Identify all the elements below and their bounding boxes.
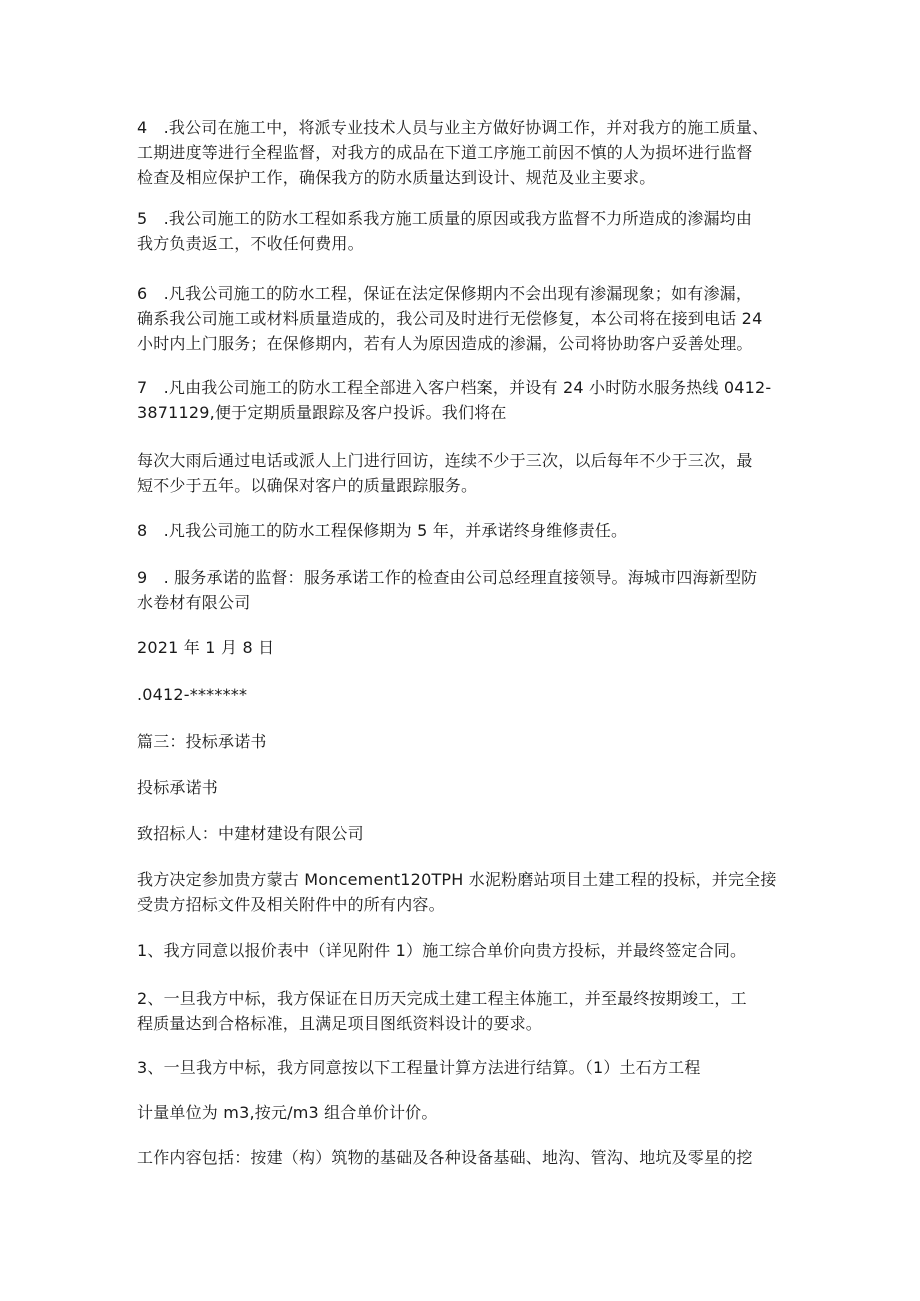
text-line: 8 .凡我公司施工的防水工程保修期为 5 年，并承诺终身维修责任。 bbox=[137, 521, 628, 540]
commitment-item-2 bbox=[137, 986, 797, 1036]
text-line: 9 . 服务承诺的监督：服务承诺工作的检查由公司总经理直接领导。海城市四海新型防 bbox=[137, 568, 758, 587]
text-line: 每次大雨后通过电话或派人上门进行回访，连续不少于三次，以后每年不少于三次，最 bbox=[137, 451, 753, 470]
text-line: 确系我公司施工或材料质量造成的，我公司及时进行无偿修复，本公司将在接到电话 24 bbox=[137, 309, 763, 328]
paragraph-item-6 bbox=[137, 281, 797, 356]
text-line: 水卷材有限公司 bbox=[137, 593, 251, 612]
intro-paragraph bbox=[137, 867, 797, 917]
text-line: 7 .凡由我公司施工的防水工程全部进入客户档案，并设有 24 小时防水服务热线 0412- bbox=[137, 378, 772, 397]
paragraph-item-9 bbox=[137, 565, 797, 615]
text-line: .0412-******* bbox=[137, 685, 248, 704]
text-line: 篇三：投标承诺书 bbox=[137, 732, 267, 751]
text-line: 1、我方同意以报价表中（详见附件 1）施工综合单价向贵方投标，并最终签定合同。 bbox=[137, 941, 747, 960]
text-line: 计量单位为 m3,按元/m3 组合单价计价。 bbox=[137, 1103, 438, 1122]
text-line: 短不少于五年。以确保对客户的质量跟踪服务。 bbox=[137, 476, 478, 495]
text-line: 我方决定参加贵方蒙古 Moncement120TPH 水泥粉磨站项目土建工程的投标，并完全接 bbox=[137, 870, 777, 889]
text-line: 5 .我公司施工的防水工程如系我方施工质量的原因或我方监督不力所造成的渗漏均由 bbox=[137, 209, 753, 228]
text-line: 工期进度等进行全程监督，对我方的成品在下道工序施工前因不慎的人为损坏进行监督 bbox=[137, 143, 753, 162]
paragraph-item-8 bbox=[137, 518, 797, 543]
paragraph-item-7-cont bbox=[137, 448, 797, 498]
section-heading bbox=[137, 729, 797, 754]
text-line: 程质量达到合格标准，且满足项目图纸资料设计的要求。 bbox=[137, 1014, 543, 1033]
measurement-unit-line bbox=[137, 1100, 797, 1125]
text-line: 工作内容包括：按建（构）筑物的基础及各种设备基础、地沟、管沟、地坑及零星的挖 bbox=[137, 1148, 753, 1167]
text-line: 受贵方招标文件及相关附件中的所有内容。 bbox=[137, 895, 445, 914]
paragraph-item-5 bbox=[137, 206, 797, 256]
phone-line bbox=[137, 682, 797, 707]
commitment-item-3 bbox=[137, 1055, 797, 1080]
text-line: 我方负责返工，不收任何费用。 bbox=[137, 234, 364, 253]
text-line: 4 .我公司在施工中，将派专业技术人员与业主方做好协调工作，并对我方的施工质量、 bbox=[137, 118, 769, 137]
addressee-line bbox=[137, 821, 797, 846]
text-line: 3、一旦我方中标，我方同意按以下工程量计算方法进行结算。（1）土石方工程 bbox=[137, 1058, 701, 1077]
text-line: 致招标人：中建材建设有限公司 bbox=[137, 824, 364, 843]
work-content-line bbox=[137, 1145, 797, 1170]
document-title bbox=[137, 775, 797, 800]
text-line: 检查及相应保护工作，确保我方的防水质量达到设计、规范及业主要求。 bbox=[137, 168, 656, 187]
date-line bbox=[137, 635, 797, 660]
commitment-item-1 bbox=[137, 938, 797, 963]
text-line: 2、一旦我方中标，我方保证在日历天完成土建工程主体施工，并至最终按期竣工，工 bbox=[137, 989, 747, 1008]
paragraph-item-4 bbox=[137, 115, 797, 190]
text-line: 3871129,便于定期质量跟踪及客户投诉。我们将在 bbox=[137, 403, 507, 422]
text-line: 6 .凡我公司施工的防水工程，保证在法定保修期内不会出现有渗漏现象；如有渗漏， bbox=[137, 284, 753, 303]
text-line: 2021 年 1 月 8 日 bbox=[137, 638, 275, 657]
paragraph-item-7 bbox=[137, 375, 797, 425]
text-line: 投标承诺书 bbox=[137, 778, 219, 797]
text-line: 小时内上门服务；在保修期内，若有人为原因造成的渗漏，公司将协助客户妥善处理。 bbox=[137, 334, 753, 353]
